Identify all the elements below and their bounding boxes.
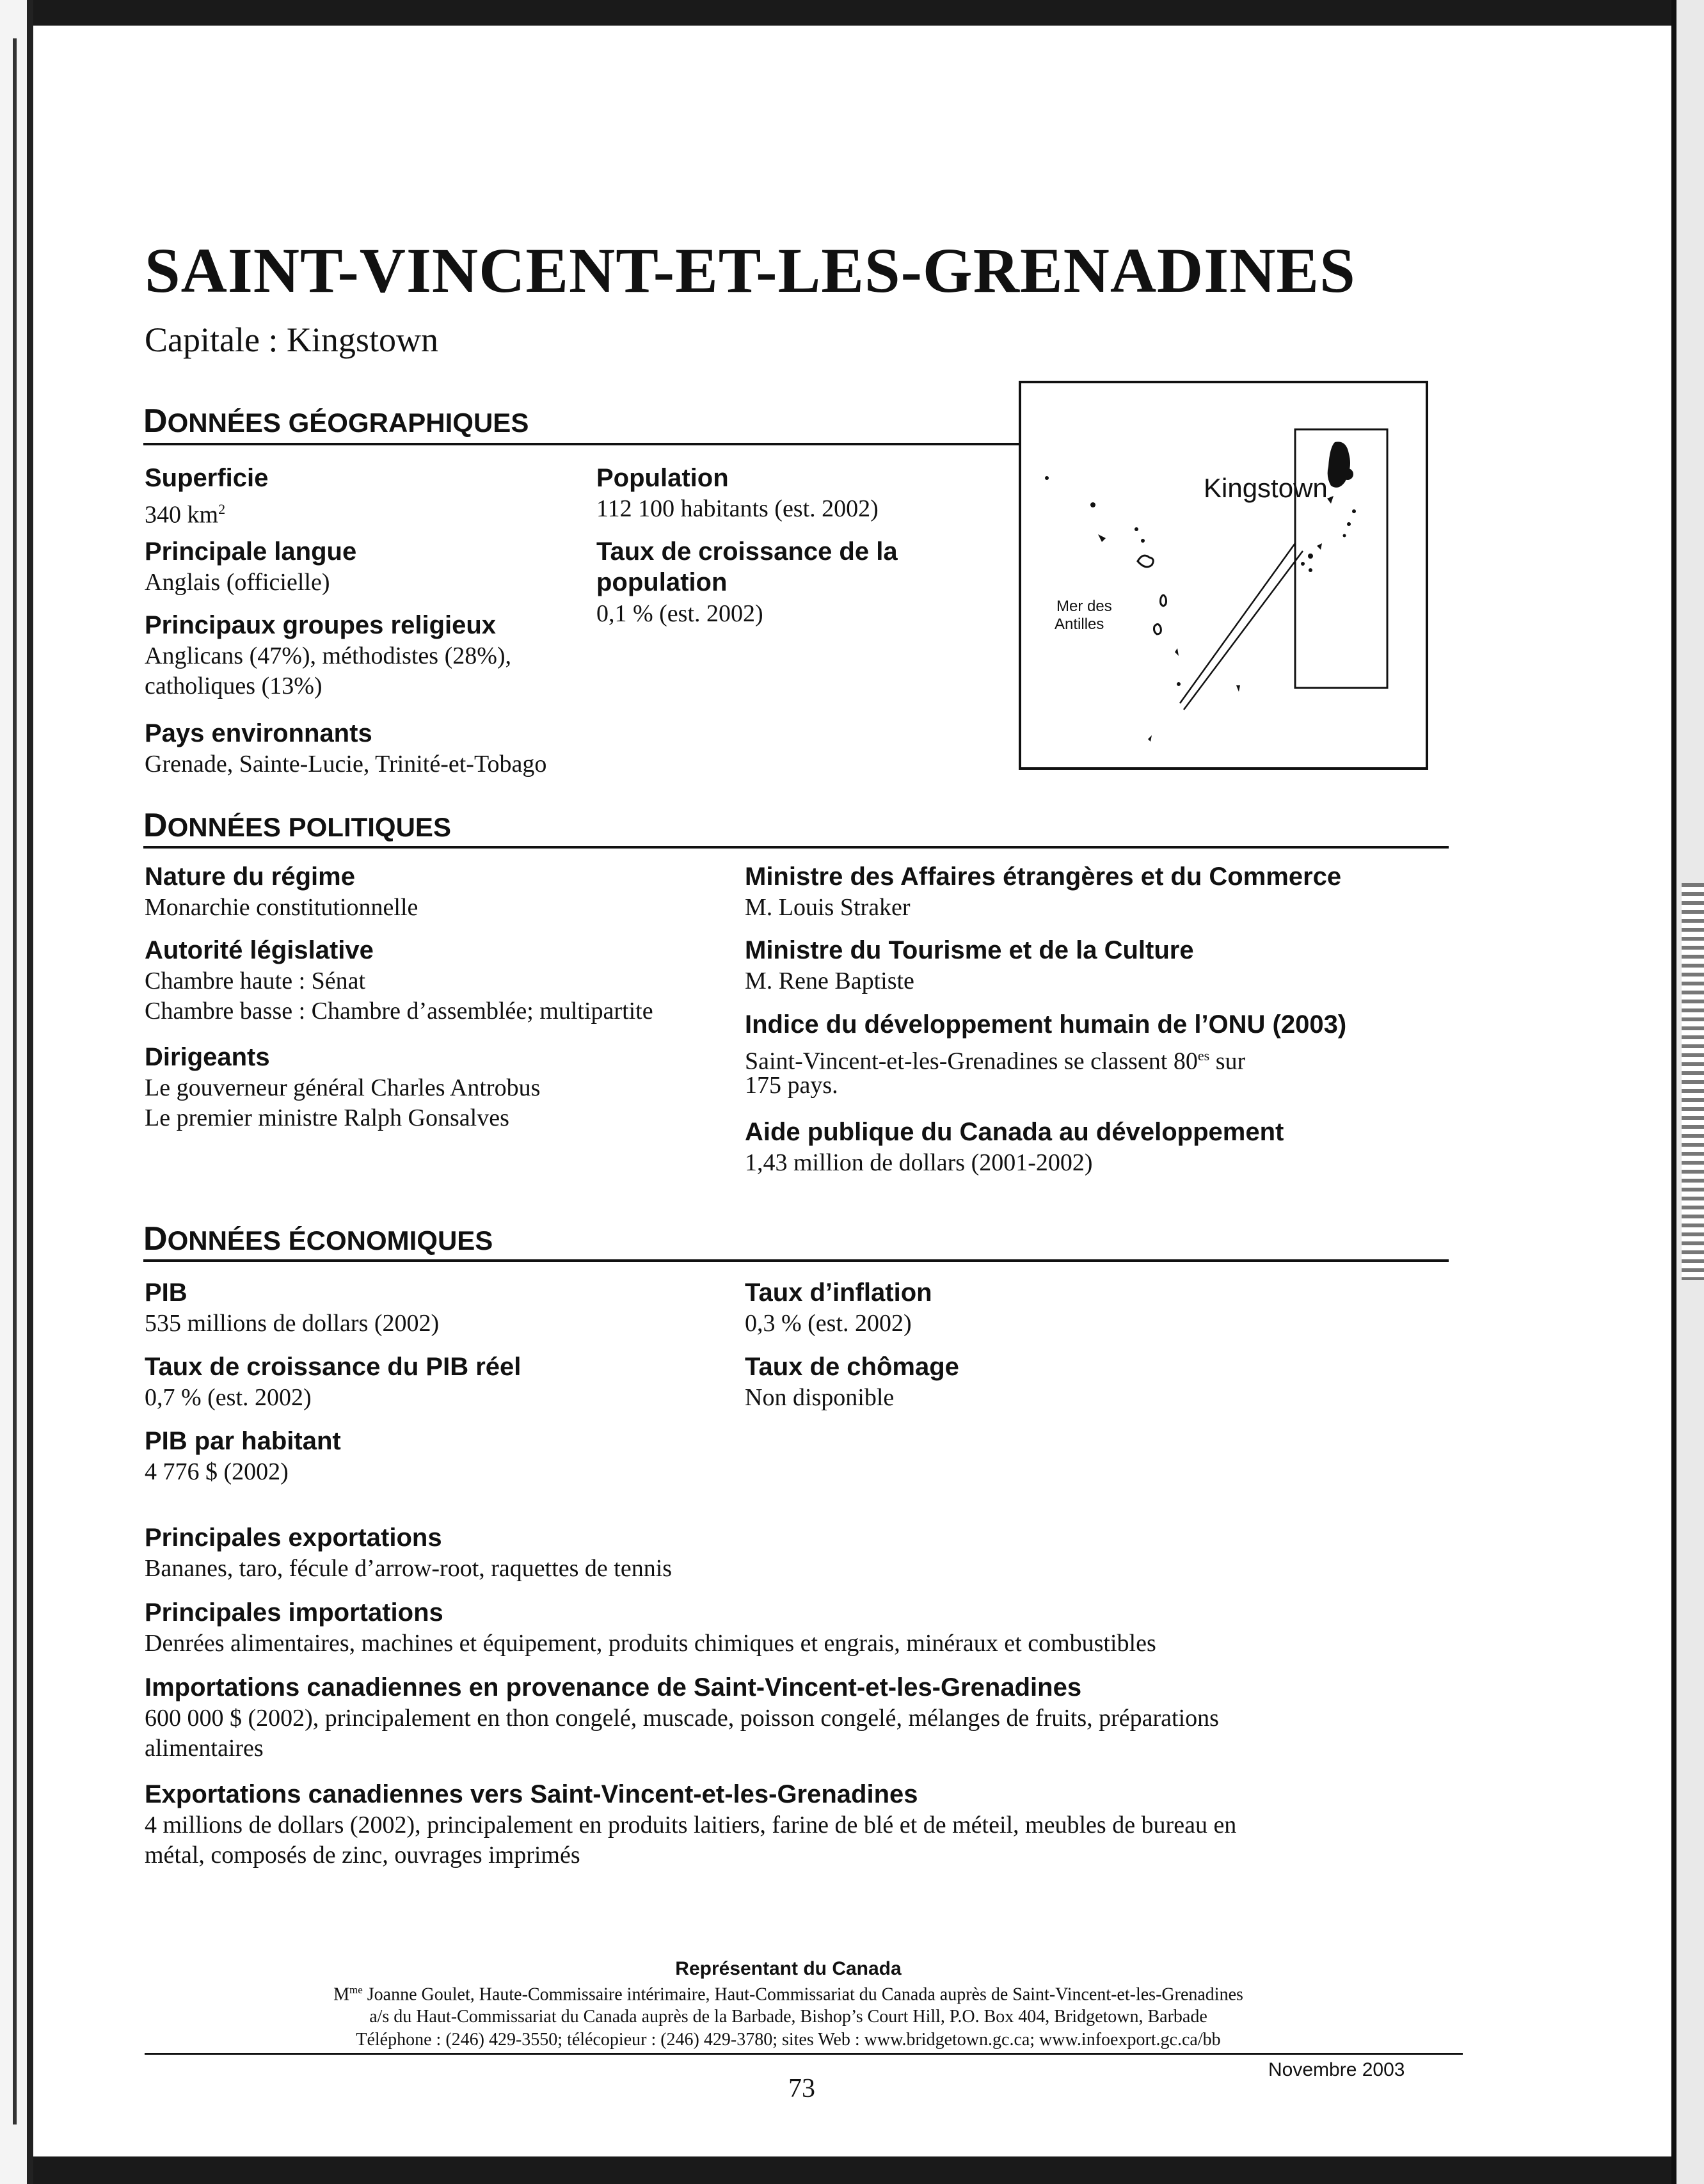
croissance-pop-value: 0,1 % (est. 2002) — [596, 600, 763, 627]
affaires-value: M. Louis Straker — [745, 894, 911, 921]
dirigeants-value-line-1: Le gouverneur général Charles Antrobus — [145, 1074, 541, 1101]
population-label: Population — [596, 464, 729, 492]
can-exports-value-line-2: métal, composés de zinc, ouvrages imprimés — [145, 1842, 580, 1869]
tourisme-label: Ministre du Tourisme et de la Culture — [745, 936, 1194, 964]
aide-value: 1,43 million de dollars (2001-2002) — [745, 1149, 1093, 1176]
island-4 — [1135, 527, 1138, 531]
croissance-pib-value: 0,7 % (est. 2002) — [145, 1384, 312, 1411]
dirigeants-label: Dirigeants — [145, 1043, 270, 1071]
island-inset-7 — [1301, 562, 1305, 566]
saint-vincent-island — [1328, 442, 1350, 488]
island-9 — [1175, 648, 1179, 656]
religion-value-line-2: catholiques (13%) — [145, 673, 322, 699]
kingstown-marker — [1342, 468, 1353, 480]
croissance-pib-label: Taux de croissance du PIB réel — [145, 1353, 522, 1381]
can-imports-value-line-1: 600 000 $ (2002), principalement en thon congelé, muscade, poisson congelé, mélanges de fruits, préparations — [145, 1705, 1219, 1732]
island-12 — [1148, 735, 1152, 742]
island-8 — [1154, 624, 1161, 634]
pib-value: 535 millions de dollars (2002) — [145, 1310, 440, 1337]
map-drawing — [1021, 383, 1426, 767]
pointer-line-2 — [1184, 551, 1303, 710]
geo-section-heading: DONNÉES GÉOGRAPHIQUES — [143, 403, 529, 440]
island-inset-2 — [1352, 509, 1356, 513]
croissance-pop-label-line-1: Taux de croissance de la — [596, 538, 898, 566]
chomage-value: Non disponible — [745, 1384, 895, 1411]
inflation-value: 0,3 % (est. 2002) — [745, 1310, 912, 1337]
island-11 — [1236, 685, 1240, 692]
footer-date: Novembre 2003 — [1268, 2059, 1405, 2080]
dirigeants-value-line-2: Le premier ministre Ralph Gonsalves — [145, 1104, 509, 1131]
affaires-label: Ministre des Affaires étrangères et du Commerce — [745, 863, 1342, 891]
pibhab-value: 4 776 $ (2002) — [145, 1458, 289, 1485]
idh-value-line-2: 175 pays. — [745, 1072, 838, 1099]
pays-label: Pays environnants — [145, 719, 372, 747]
island-inset-5 — [1317, 543, 1322, 550]
legis-value-line-1: Chambre haute : Sénat — [145, 968, 366, 994]
can-imports-value-line-2: alimentaires — [145, 1735, 264, 1762]
can-exports-label: Exportations canadiennes vers Saint-Vincent-et-les-Grenadines — [145, 1780, 918, 1808]
pays-value: Grenade, Sainte-Lucie, Trinité-et-Tobago — [145, 751, 547, 777]
island-inset-3 — [1347, 522, 1351, 526]
religion-value-line-1: Anglicans (47%), méthodistes (28%), — [145, 642, 512, 669]
idh-value-line-1: Saint-Vincent-et-les-Grenadines se classent $80^{es}$ sur — [745, 1048, 1246, 1075]
pol-section-rule — [143, 846, 1449, 849]
pibhab-label: PIB par habitant — [145, 1427, 341, 1455]
footer-line-1: $M^{me}$ Joanne Goulet, Haute-Commissaire intérimaire, Haut-Commissariat du Canada auprès de Saint-Vincent-et-les-Grenadines — [333, 1984, 1243, 2005]
island-inset-4 — [1343, 534, 1346, 538]
page-number: 73 — [788, 2074, 815, 2103]
population-value: 112 100 habitants (est. 2002) — [596, 495, 879, 522]
page-right-edge — [1671, 0, 1704, 2184]
map-sea-label-line-1: Mer des — [1056, 598, 1112, 615]
aide-label: Aide publique du Canada au développement — [745, 1118, 1284, 1146]
island-inset-6 — [1308, 554, 1313, 559]
chomage-label: Taux de chômage — [745, 1353, 959, 1381]
footer-heading: Représentant du Canada — [675, 1958, 902, 1979]
footer-rule — [145, 2053, 1463, 2055]
map-sea-label-line-2: Antilles — [1055, 616, 1104, 633]
langue-value: Anglais (officielle) — [145, 569, 330, 596]
island-6 — [1138, 555, 1153, 567]
legis-value-line-2: Chambre basse : Chambre d’assemblée; multipartite — [145, 998, 653, 1024]
can-exports-value-line-1: 4 millions de dollars (2002), principalement en produits laitiers, farine de blé et de méteil, meubles de bureau en — [145, 1812, 1237, 1838]
pointer-line-1 — [1180, 543, 1295, 703]
imports-label: Principales importations — [145, 1598, 443, 1627]
exports-label: Principales exportations — [145, 1524, 442, 1552]
superficie-value: 340 $km^2$ — [145, 501, 226, 529]
capital-subtitle: Capitale : Kingstown — [145, 321, 438, 359]
croissance-pop-label-line-2: population — [596, 568, 728, 596]
page-binding-edge — [0, 0, 33, 2184]
regime-label: Nature du régime — [145, 863, 355, 891]
island-7 — [1161, 595, 1167, 606]
footer-line-2: a/s du Haut-Commissariat du Canada auprès de la Barbade, Bishop’s Court Hill, P.O. Box 404, Bridgetown, Barbade — [369, 2007, 1207, 2027]
pol-section-heading: DONNÉES POLITIQUES — [143, 807, 451, 844]
regime-value: Monarchie constitutionnelle — [145, 894, 418, 921]
page-title: SAINT-VINCENT-ET-LES-GRENADINES — [145, 235, 1356, 306]
document-page — [33, 26, 1671, 2156]
idh-label: Indice du développement humain de l’ONU (2003) — [745, 1010, 1347, 1039]
imports-value: Denrées alimentaires, machines et équipement, produits chimiques et engrais, minéraux et combustibles — [145, 1630, 1156, 1657]
can-imports-label: Importations canadiennes en provenance de Saint-Vincent-et-les-Grenadines — [145, 1673, 1082, 1702]
island-1 — [1045, 476, 1049, 480]
religion-label: Principaux groupes religieux — [145, 611, 497, 639]
legis-label: Autorité législative — [145, 936, 374, 964]
island-3 — [1098, 534, 1106, 542]
inflation-label: Taux d’inflation — [745, 1279, 932, 1307]
eco-section-heading: DONNÉES ÉCONOMIQUES — [143, 1220, 493, 1257]
island-inset-1 — [1327, 496, 1334, 504]
page-edge-tab — [1682, 883, 1704, 1280]
island-inset-8 — [1309, 568, 1312, 572]
exports-value: Bananes, taro, fécule d’arrow-root, raquettes de tennis — [145, 1555, 673, 1582]
pib-label: PIB — [145, 1279, 187, 1307]
geo-section-rule — [143, 443, 1020, 445]
footer-line-3: Téléphone : (246) 429-3550; télécopieur : (246) 429-3780; sites Web : www.bridgetown.gc.ca; www.infoexport.gc.ca/bb — [356, 2030, 1221, 2050]
eco-section-rule — [143, 1259, 1449, 1262]
map-city-label: Kingstown — [1204, 473, 1328, 503]
island-10 — [1177, 682, 1181, 686]
langue-label: Principale langue — [145, 538, 357, 566]
country-map — [1019, 381, 1428, 770]
island-5 — [1141, 539, 1145, 543]
island-2 — [1090, 502, 1095, 507]
tourisme-value: M. Rene Baptiste — [745, 968, 914, 994]
superficie-label: Superficie — [145, 464, 269, 492]
